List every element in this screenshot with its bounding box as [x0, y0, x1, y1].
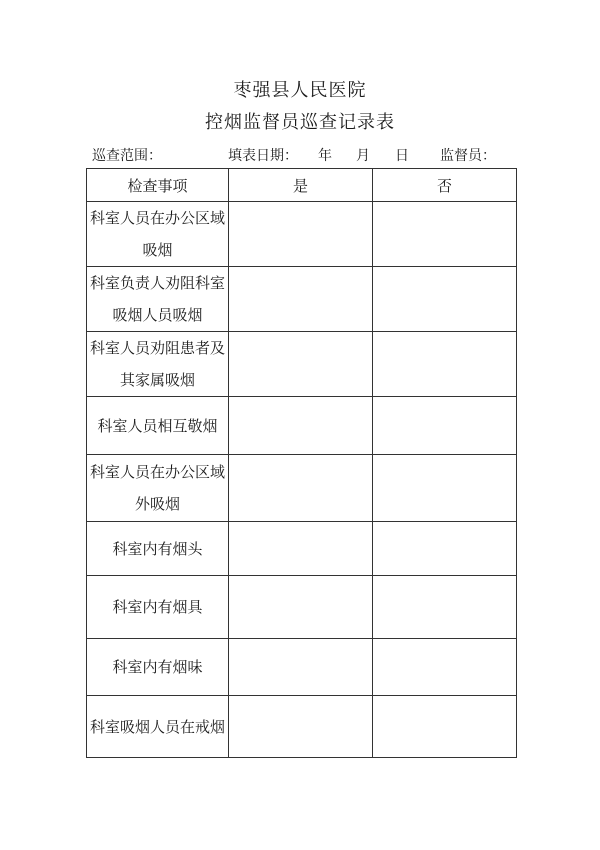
header-no: 否 [373, 169, 517, 202]
yes-cell[interactable] [229, 202, 373, 267]
check-item: 科室人员在办公区域外吸烟 [87, 455, 229, 522]
no-cell[interactable] [373, 696, 517, 758]
hospital-name: 枣强县人民医院 [233, 80, 367, 101]
supervisor-label: 监督员： [440, 148, 496, 164]
check-item: 科室吸烟人员在戒烟 [87, 696, 229, 758]
form-title: 控烟监督员巡查记录表 [205, 112, 395, 133]
table-row [87, 397, 517, 455]
header-item: 检查事项 [87, 169, 229, 202]
scope-label: 巡查范围： [92, 148, 162, 164]
yes-cell[interactable] [229, 267, 373, 332]
table-row [87, 202, 517, 267]
check-item: 科室人员劝阻患者及其家属吸烟 [87, 332, 229, 397]
check-item: 科室负责人劝阻科室吸烟人员吸烟 [87, 267, 229, 332]
table-row [87, 332, 517, 397]
yes-cell[interactable] [229, 397, 373, 455]
check-item: 科室人员在办公区域吸烟 [87, 202, 229, 267]
no-cell[interactable] [373, 332, 517, 397]
header-yes: 是 [229, 169, 373, 202]
table-row [87, 696, 517, 758]
no-cell[interactable] [373, 576, 517, 639]
table-header-row [87, 169, 517, 202]
yes-cell[interactable] [229, 576, 373, 639]
table-row [87, 522, 517, 576]
check-item: 科室内有烟味 [87, 639, 229, 696]
inspection-table [86, 168, 517, 758]
date-label: 填表日期： [228, 148, 298, 164]
yes-cell[interactable] [229, 696, 373, 758]
day-label: 日 [395, 148, 409, 164]
no-cell[interactable] [373, 202, 517, 267]
check-item: 科室人员相互敬烟 [87, 397, 229, 455]
month-label: 月 [356, 148, 370, 164]
form-meta-line [0, 145, 600, 165]
no-cell[interactable] [373, 522, 517, 576]
table-row [87, 455, 517, 522]
no-cell[interactable] [373, 455, 517, 522]
table-row [87, 576, 517, 639]
table-row [87, 639, 517, 696]
year-label: 年 [318, 148, 332, 164]
yes-cell[interactable] [229, 455, 373, 522]
no-cell[interactable] [373, 267, 517, 332]
check-item: 科室内有烟头 [87, 522, 229, 576]
table-row [87, 267, 517, 332]
yes-cell[interactable] [229, 522, 373, 576]
check-item: 科室内有烟具 [87, 576, 229, 639]
no-cell[interactable] [373, 639, 517, 696]
yes-cell[interactable] [229, 332, 373, 397]
yes-cell[interactable] [229, 639, 373, 696]
no-cell[interactable] [373, 397, 517, 455]
